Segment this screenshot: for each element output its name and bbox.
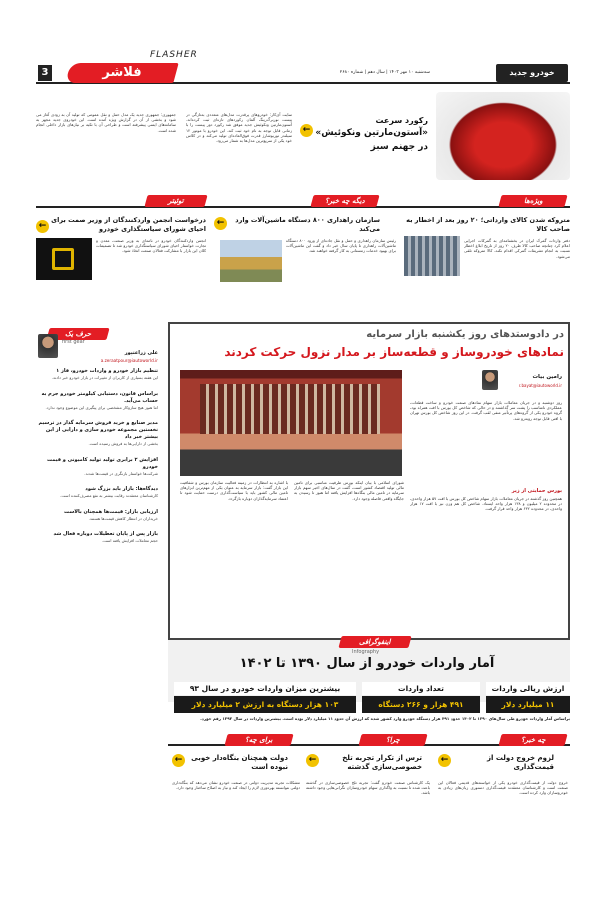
main-headline: نمادهای خودروساز و قطعه‌ساز بر مدار نزول حرکت کردند <box>224 345 564 359</box>
side-author: علی زراعتپور <box>124 350 158 356</box>
side-item-answer: حجم معاملات افزایش یافته است. <box>101 538 158 543</box>
side-item <box>38 486 158 499</box>
main-kicker: در دادوستدهای روز یکشنبه بازار سرمایه <box>366 329 564 340</box>
arrow-icon-6: ← <box>172 754 185 767</box>
author-photo <box>482 370 498 390</box>
arrow-icon-2: ← <box>214 217 227 230</box>
stat-2-value: ۱۰۳ هزار دستگاه به ارزش ۲ میلیارد دلار <box>174 696 356 713</box>
side-item-question: ارزیابی بازار: قیمت‌ها همچنان بالاست <box>64 508 158 515</box>
side-item-answer: شرکت‌ها خواستار بازنگری در قیمت‌ها شدند. <box>84 470 158 476</box>
stat-0-value: ۱۱ میلیارد دلار <box>486 696 570 713</box>
side-email: a.zeraatpour@iautoworld.ir <box>100 358 158 363</box>
sec0-headline: متروکه شدن کالای وارداتی؛ ۲۰ روز بعد از اخطار به صاحب کالا <box>406 216 570 233</box>
bottom-tag-0: چه خبر؟ <box>498 734 567 746</box>
tag-vizhe: ویژه‌ها <box>498 195 567 207</box>
dateline: سه‌شنبه ۱۰ مهر ۱۴۰۳ | سال دهم | شماره ۲۶۸۰ <box>339 70 430 75</box>
logo <box>496 64 568 82</box>
sec2-headline: درخواست انجمن واردکنندگان از وزیر صمت برای احیای شورای سیاستگذاری خودرو <box>51 216 206 233</box>
side-list <box>38 368 158 818</box>
logo-mark-icon <box>52 248 74 270</box>
arrow-icon-5: ← <box>306 754 319 767</box>
author-avatar <box>38 334 58 358</box>
arrow-icon-4: ← <box>438 754 451 767</box>
brand-text: فلاشر <box>102 65 142 80</box>
stat-1-label: تعداد واردات <box>362 682 480 695</box>
infographic-footnote: براساس آمار واردات خودرو طی سال‌های ۱۳۹۰ تا ۱۴۰۲ حدود ۴۹۱ هزار دستگاه خودرو وارد کشور شده که ارزش آن حدود ۱۱ میلیارد دلار بوده است. بیشترین واردات در سال ۱۳۹۳ رقم خورد. <box>200 716 570 721</box>
side-item <box>38 509 158 522</box>
main-body-mid: شوراى اسلامى با بیان اینکه بورس ظرفیت مناسبی برای تامین مالی تولید اقتصاد کشور است، گفت در سال‌های اخیر سهم بازار سرمایه در تامین مالی بنگاه‌ها افزایش یافته اما هنوز تا رسیدن به جایگاه واقعی فاصله وجود دارد. <box>294 480 404 501</box>
machines-photo <box>220 240 282 282</box>
infographic-title: آمار واردات خودرو از سال ۱۳۹۰ تا ۱۴۰۲ <box>239 656 495 671</box>
side-item <box>38 420 158 447</box>
sec0-body: دفتر واردات گمرک ایران در بخشنامه‌ای به گمرکات اجرایی اعلام کرد چنانچه صاحب کالا ظرف ۲۰ روز از تاریخ ابلاغ اخطار نسبت به انجام تشریفات گمرکی اقدام نکند، کالا متروکه تلقی می‌شود. <box>464 238 570 259</box>
main-subhead: بورس حمایتی از زیر <box>511 488 562 494</box>
side-item-question: بازار پس از پایان تعطیلات دوباره فعال شد <box>53 531 158 537</box>
side-tag: حرف یک <box>46 328 109 340</box>
main-author: رامین بیات <box>532 374 562 380</box>
side-item-answer: بخشی از دارایی‌ها به فروش رسیده است. <box>88 441 158 446</box>
main-body-right: روز دوشنبه و در جریان معاملات بازار سهام نمادهای صنعت خودرو و ساخت قطعات، عملکردی نامناسب را پشت سر گذاشتند و در حالی که شاخص کل بورس با افت همراه بود، گروه خودرو یکی از گروه‌های پرتأثیر منفی لقب گرفت. در این روز شاخص کل بورس تهران با افتی قابل توجه روبه‌رو شد. <box>410 400 562 421</box>
side-item-question: مدیر صنایع و خرید فروش سرمایه گذار در ترسیم نخستین مجموعه خودرو سازی و دارایی از این بیشتر خبر داد <box>38 420 158 440</box>
side-item-answer: این هفته بسیاری از کاربران از تغییرات در بازار خودرو خبر دادند. <box>51 375 158 380</box>
brand-badge <box>65 63 178 83</box>
sec1-headline: سازمان راهداری ۸۰۰ دستگاه ماشین‌آلات وارد می‌کند <box>235 216 380 233</box>
cars-photo <box>404 236 460 276</box>
top-headline-1: رکورد سرعت <box>375 116 428 125</box>
arrow-icon: ← <box>300 124 313 137</box>
side-tag-en: first gear <box>62 339 85 345</box>
top-headline-3: در جهنم سبز <box>370 142 428 152</box>
left-top-body: جمهوری: جمهوری جدید یک مدل حمل و نقل عمومی که تولید آن به زودی آغاز می شود و بخشی از آن در گزارش ویژه آمده است. این خودروی جدید مجهز به سامانه‌های ایمنی پیشرفته است و طراحی آن با تکیه بر نیازهای بازار داخلی انجام شده است. <box>36 112 176 133</box>
divider <box>36 206 570 208</box>
bottom-0-headline: لزوم خروج دولت از قیمت‌گذاری <box>487 754 554 771</box>
tag-twitter: توئیتر <box>144 195 207 207</box>
side-item-answer: خریداران در انتظار کاهش قیمت‌ها هستند. <box>88 515 158 521</box>
bottom-0-body: خروج دولت از قیمت‌گذاری خودرو یکی از خواسته‌های قدیمی فعالان این صنعت است و کارشناسان معتقدند قیمت‌گذاری دستوری زیان‌های زیادی به خودروسازان وارد کرده است. <box>438 780 568 796</box>
top-headline-2: «آستون‌مارتین ونکوئیش» <box>315 128 428 138</box>
infographic-tag: اینفوگرافی <box>338 636 411 648</box>
building-windows <box>200 384 380 434</box>
section-word: FLASHER <box>150 50 198 60</box>
side-item-question: تنظیم بازار خودرو و واردات خودرو، فاز ۱ <box>56 368 158 374</box>
bottom-tag-2: برای چه؟ <box>224 734 293 746</box>
bottom-2-body: مشکلات تجربه مدیریت دولتی در صنعت خودرو نشان می‌دهد که بنگاه‌داری دولتی نتوانسته بهره‌وری لازم را ایجاد کند و نیاز به اصلاح ساختار وجود دارد. <box>172 780 300 791</box>
side-item <box>38 391 158 411</box>
bottom-1-headline: ترس از تکرار تجربه تلخ خصوصی‌سازی گذشته <box>342 754 422 771</box>
stat-1-value: ۴۹۱ هزار و ۲۶۶ دستگاه <box>362 696 480 713</box>
side-item-answer: اما هنوز هیچ سازوکار مشخصی برای پیگیری این موضوع وجود ندارد. <box>45 404 158 410</box>
bottom-2-headline: دولت همچنان بنگاه‌دار خوبی نبوده است <box>191 754 288 771</box>
side-item-question: افزایش ۲ برابری تولید تولید کامیونی و قیمت خودرو <box>47 456 158 470</box>
side-item <box>38 457 158 477</box>
top-story-body: سایت آی‌کار: خودروهای پرقدرت مدل‌های متعددی به‌تازگی در پیست نوربرگ‌رینگ آلمان رکوردهای تازه‌ای ثبت کرده‌اند. آستون‌مارتین ونکوئیش جدید موفق شد رکورد دور پیست را با زمانی قابل توجه به نام خود ثبت کند. این خودرو با موتور ۱۲ سیلندر توربوشارژ قدرت فوق‌العاده‌ای تولید می‌کند و در کلاس خود یکی از سریع‌ترین مدل‌ها به شمار می‌رود. <box>186 112 292 144</box>
infographic-tag-en: Infography <box>352 649 380 655</box>
main-body-left: با اشاره به انتظارات در زمینه فعالیت سازمان بورس و شفافیت این بازار گفت: بازار سرمایه به عنوان یکی از مهم‌ترین ابزارهای تامین مالی کشور باید با سیاست‌گذاری درست حمایت شود تا اعتماد سرمایه‌گذاران دوباره بازگردد. <box>180 480 288 501</box>
sec2-body: انجمن واردکنندگان خودرو در نامه‌ای به وزیر صنعت، معدن و تجارت خواستار احیای شورای سیاستگذاری خودرو شد تا تصمیمات کلان این بازار با مشارکت فعالان صنعت اتخاذ شود. <box>96 238 206 254</box>
stat-2-label: بیشترین میزان واردات خودرو در سال ۹۳ <box>174 682 356 695</box>
logo-text: خودرو جدید <box>509 68 555 77</box>
side-item-question: براساس قانون، دستیابی کیلومتر خودرو جرم به حساب می‌آید. <box>41 390 158 404</box>
side-item <box>38 531 158 544</box>
tag-dige-che-khabar: دیگه چه خبر؟ <box>310 195 379 207</box>
side-item-answer: کارشناسان معتقدند رقابت بیشتر به نفع مصرف‌کننده است. <box>60 493 158 498</box>
stat-0-label: ارزش ریالی واردات <box>486 682 570 695</box>
car-photo <box>436 92 570 180</box>
bottom-1-body: یک کارشناس صنعت خودرو گفت: تجربه تلخ خصوصی‌سازی در گذشته باعث شده تا نسبت به واگذاری سهام خودروسازان نگرانی‌هایی وجود داشته باشد. <box>306 780 430 796</box>
arrow-icon-3: ← <box>36 220 49 233</box>
bottom-tag-1: چرا؟ <box>358 734 427 746</box>
page-number: 3 <box>38 65 52 81</box>
side-item <box>38 368 158 381</box>
side-item-question: دیدگاه‌ها: بازار باید بزرگ شود <box>85 486 158 492</box>
sec1-body: رئیس سازمان راهداری و حمل و نقل جاده‌ای از ورود ۸۰۰ دستگاه ماشین‌آلات راهداری تا پایان سال خبر داد و گفت این ماشین‌آلات برای بهبود خدمات زمستانی به کار گرفته خواهند شد. <box>286 238 396 254</box>
main-body-right-2: همچنین روز گذشته در جریان معاملات بازار سهام شاخص کل بورس با افت ۵۷ هزار واحدی، در محدوده ۲ میلیون و ۱۳۸ هزار واحد ایستاد. شاخص کل هم وزن نیز با افت ۱۷ هزار واحدی، در محدوده ۶۳۲ هزار واحد قرار گرفت. <box>410 496 562 512</box>
main-author-email: r.bayat@iautoworld.ir <box>518 383 562 388</box>
